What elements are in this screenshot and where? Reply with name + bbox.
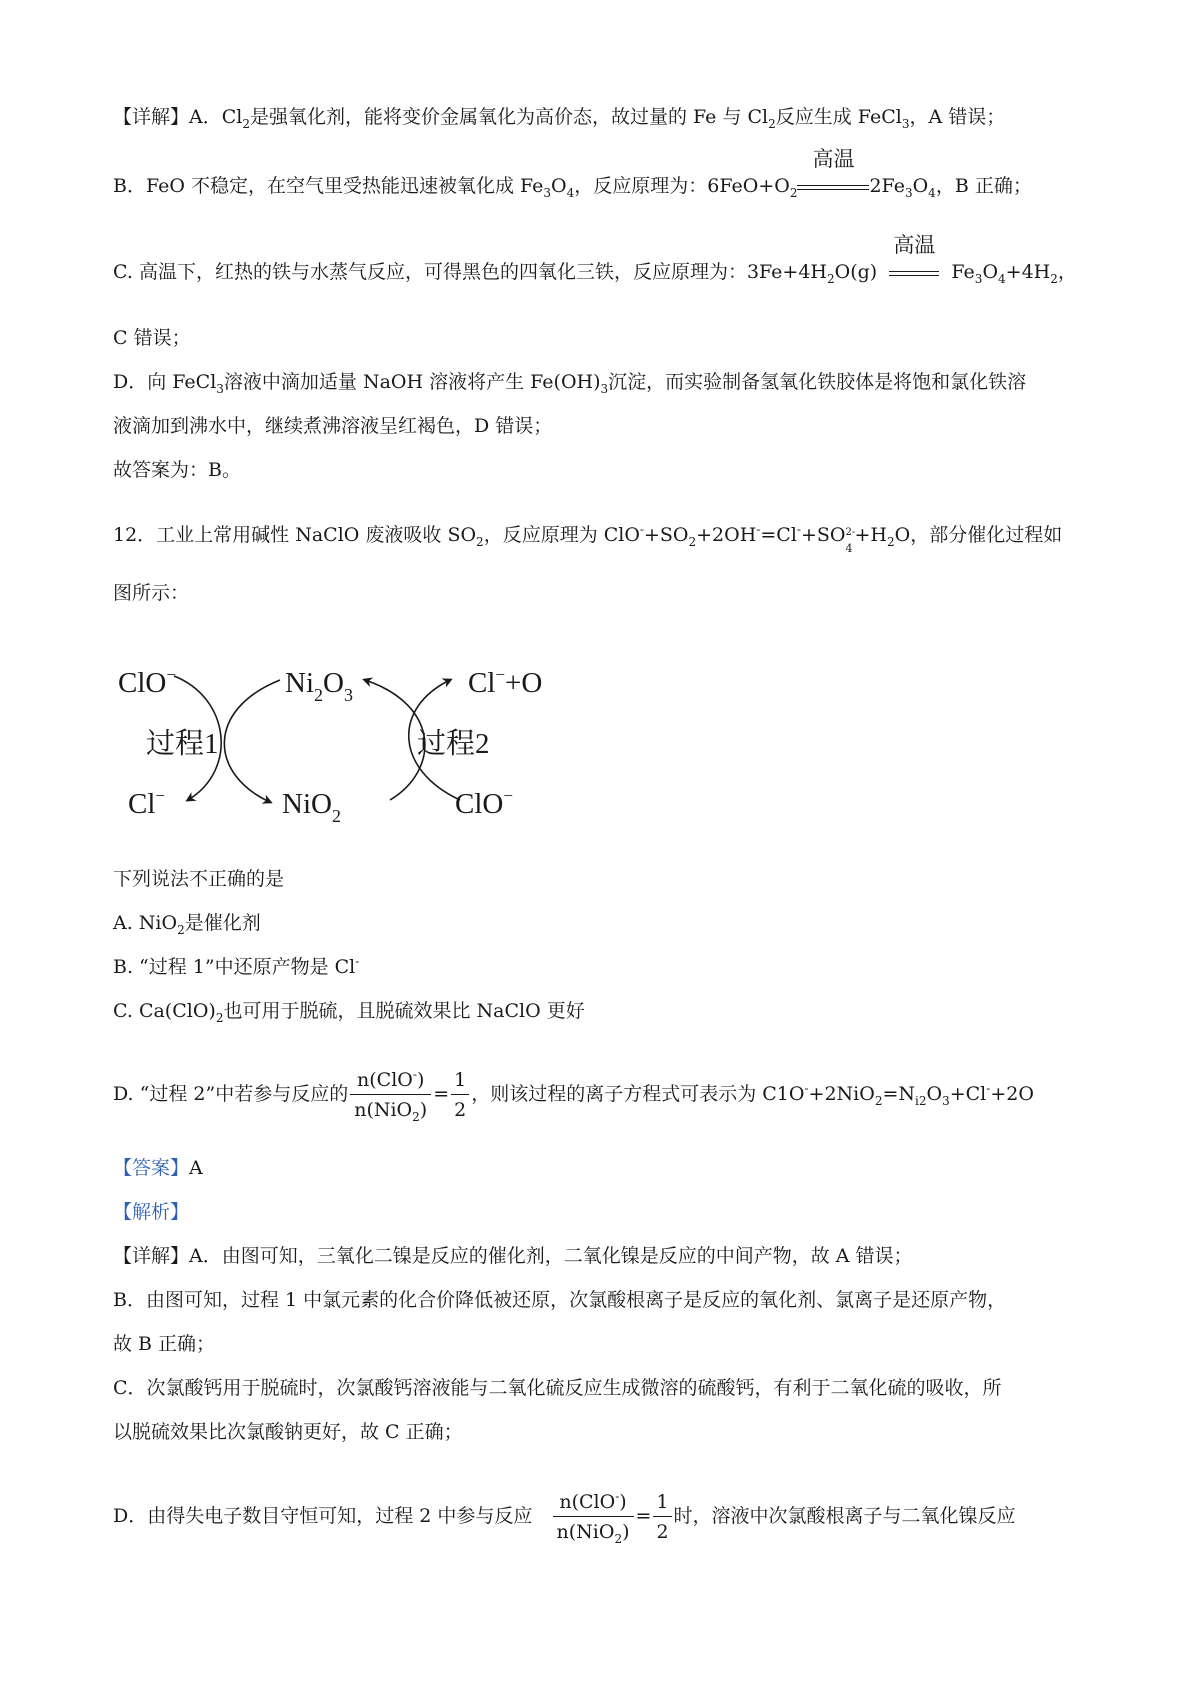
q12-answer: 【答案】A: [113, 1157, 203, 1179]
q11-line-b: B．FeO 不稳定，在空气里受热能迅速被氧化成 $Fe_3O_4$，反应原理为：$6FeO+O_2$ 高温 $2Fe_3O_4$，B 正确；: [113, 147, 1032, 200]
q12-explain-d: D．由得失电子数目守恒可知，过程 2 中参与反应 $\frac{n(ClO^-)}{n(NiO_2)}$ = $\frac{1}{2}$ 时，溶液中次氯酸根离子与二氧化镍反应: [113, 1489, 1016, 1546]
q12-explain-c-cont: 以脱硫效果比次氯酸钠更好，故 C 正确；: [113, 1421, 463, 1443]
label-ni2o3: $Ni_2O_3$: [285, 667, 353, 705]
q12-explain-b: B．由图可知，过程 1 中氯元素的化合价降低被还原，次氯酸根离子是反应的氧化剂、氯离子是还原产物，: [113, 1289, 1007, 1311]
q11-conclusion: 故答案为：B。: [113, 459, 241, 481]
q11-line-d: D．向 FeCl$_3$溶液中滴加适量 NaOH 溶液将产生 $Fe(OH)_3$沉淀，而实验制备氢氧化铁胶体是将饱和氯化铁溶: [113, 371, 1027, 396]
q12-question: 下列说法不正确的是: [113, 868, 285, 890]
q12-explain-a: 【详解】A．由图可知，三氧化二镍是反应的催化剂，二氧化镍是反应的中间产物，故 A 错误；: [113, 1245, 913, 1267]
value-fraction: $\frac{1}{2}$: [653, 1488, 671, 1547]
q11-line-c: C. 高温下，红热的铁与水蒸气反应，可得黑色的四氧化三铁，反应原理为：$3Fe+4H_2O(g)$ 高温 $Fe_3O_4+4H_2$，: [113, 233, 1077, 286]
label-process-1: 过程1: [146, 728, 219, 760]
label-clo-top-left: ClO−: [118, 665, 176, 699]
reaction-condition: 高温: [797, 173, 869, 199]
reaction-condition: 高温: [889, 259, 939, 285]
q12-option-a: A. NiO$_2$是催化剂: [113, 912, 261, 937]
ratio-fraction: $\frac{n(ClO^-)}{n(NiO_2)}$: [350, 1066, 431, 1125]
value-fraction: $\frac{1}{2}$: [451, 1066, 469, 1125]
arrow-process1-right: [224, 680, 280, 802]
label-cl-bottom-left: Cl−: [128, 786, 165, 820]
q11-line-c-cont: C 错误；: [113, 327, 191, 349]
q12-explain-b-cont: 故 B 正确；: [113, 1333, 216, 1355]
label-nio2: NiO$_2$: [282, 788, 341, 826]
arrow-process2-left: [365, 680, 425, 800]
q11-line-d-cont: 液滴加到沸水中，继续煮沸溶液呈红褐色，D 错误；: [113, 415, 553, 437]
label-cl-plus-o: Cl−+O: [468, 665, 543, 699]
q12-stem: 12．工业上常用碱性 NaClO 废液吸收 $SO_2$，反应原理为 $ClO^-+SO_2+2OH^-=Cl^-+SO$ 2- 4 $+H_2O$，部分催化过程如: [113, 522, 1063, 555]
label-process-2: 过程2: [417, 728, 490, 760]
label-clo-bottom-right: ClO−: [455, 786, 513, 820]
q12-analysis-label: 【解析】: [113, 1201, 190, 1223]
q12-option-c: C. $Ca(ClO)_2$也可用于脱硫，且脱硫效果比 NaClO 更好: [113, 1000, 585, 1025]
catalysis-cycle-diagram: [110, 650, 580, 835]
ratio-fraction: $\frac{n(ClO^-)}{n(NiO_2)}$: [553, 1488, 634, 1547]
q12-explain-c: C．次氯酸钙用于脱硫时，次氯酸钙溶液能与二氧化硫反应生成微溶的硫酸钙，有利于二氧化硫的吸收，所: [113, 1377, 1002, 1399]
q11-line-a: 【详解】A．$Cl_2$是强氧化剂，能将变价金属氧化为高价态，故过量的 Fe 与 $Cl_2$反应生成 FeCl$_3$，A 错误；: [113, 106, 1006, 131]
q12-option-b: B. “过程 1”中还原产物是 Cl-: [113, 954, 360, 978]
q12-stem-cont: 图所示：: [113, 582, 190, 604]
q12-option-d: D. “过程 2”中若参与反应的 $\frac{n(ClO^-)}{n(NiO_2)}$ = $\frac{1}{2}$ ，则该过程的离子方程式可表示为 $C1O^-+2NiO_2=N_{i2}O_3+Cl^-+2O$: [113, 1067, 1034, 1124]
